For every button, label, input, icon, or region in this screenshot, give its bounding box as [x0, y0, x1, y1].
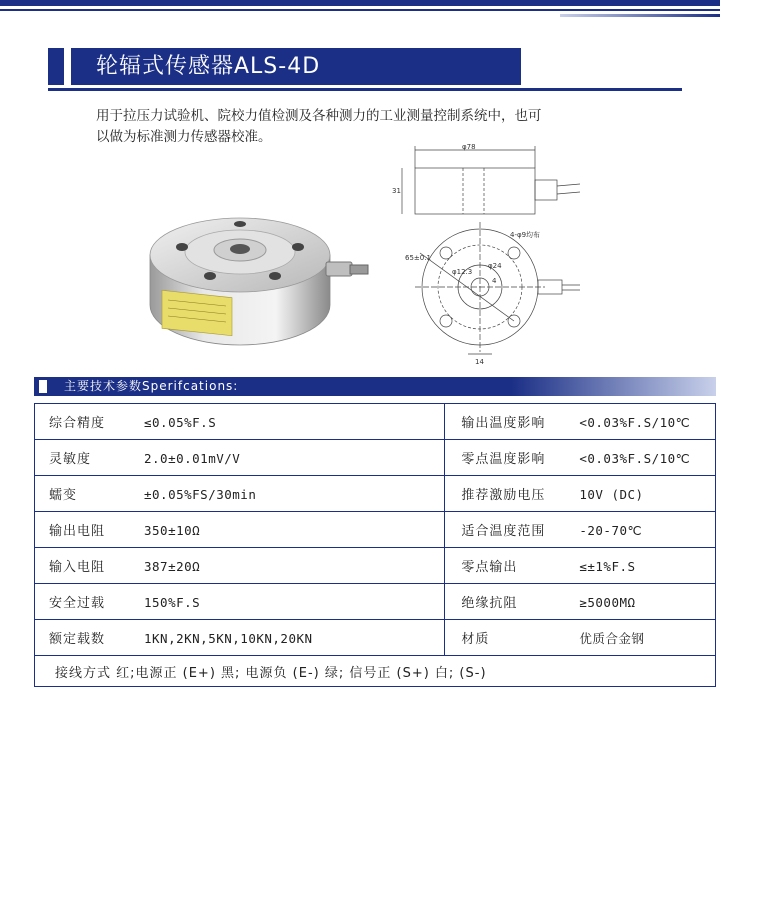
dim-label: 31	[392, 187, 401, 195]
spec-value: <0.03%F.S/10℃	[579, 415, 691, 430]
spec-value: 387±20Ω	[144, 559, 201, 574]
spec-cell-right	[445, 512, 716, 548]
spec-cell-left	[35, 476, 445, 512]
dim-label: 65±0.1	[405, 254, 431, 262]
spec-cell-right	[445, 548, 716, 584]
spec-label: 适合温度范围	[461, 524, 546, 539]
spec-label: 材质	[461, 632, 490, 647]
top-rule-gradient	[560, 14, 720, 17]
spec-label: 零点温度影响	[461, 452, 546, 467]
spec-cell-left	[35, 440, 445, 476]
spec-value: 350±10Ω	[144, 523, 201, 538]
spec-row	[35, 620, 716, 656]
spec-value: 150%F.S	[144, 595, 201, 610]
spec-value: ≤±1%F.S	[579, 559, 636, 574]
spec-value: <0.03%F.S/10℃	[579, 451, 691, 466]
spec-header-marker	[39, 380, 47, 393]
description-line: 以做为标准测力传感器校准。	[96, 129, 272, 145]
description-line: 用于拉压力试验机、院校力值检测及各种测力的工业测量控制系统中，也可	[96, 108, 542, 124]
title-box	[71, 48, 521, 85]
spec-label: 输出温度影响	[461, 416, 546, 431]
spec-value: ≤0.05%F.S	[144, 415, 217, 430]
product-photo	[140, 210, 380, 350]
spec-cell-left	[35, 620, 445, 656]
dim-label: 4	[492, 277, 497, 285]
page-title: 轮辐式传感器ALS-4D	[96, 54, 321, 79]
spec-cell-left	[35, 548, 445, 584]
top-rule-thin	[0, 9, 720, 11]
dim-label: φ78	[462, 143, 476, 151]
spec-row	[35, 548, 716, 584]
spec-row	[35, 476, 716, 512]
spec-header-title: 主要技术参数Sperifcations:	[64, 379, 239, 393]
spec-row	[35, 404, 716, 440]
spec-section-header	[34, 377, 716, 398]
spec-value: 2.0±0.01mV/V	[144, 451, 241, 466]
spec-cell-right	[445, 620, 716, 656]
spec-row	[35, 440, 716, 476]
spec-cell-left	[35, 512, 445, 548]
dim-label: 4-φ9均布	[510, 231, 541, 239]
dim-label: 14	[475, 358, 484, 366]
spec-value: 1KN,2KN,5KN,10KN,20KN	[144, 631, 313, 646]
spec-value: ±0.05%FS/30min	[144, 487, 257, 502]
spec-table	[34, 403, 716, 687]
spec-cell-right	[445, 404, 716, 440]
wiring-row: 接线方式 红;电源正 (E+) 黑; 电源负 (E-) 绿; 信号正 (S+) 白; (S-)	[35, 656, 716, 687]
title-banner	[48, 46, 682, 92]
spec-label: 零点输出	[461, 560, 518, 575]
spec-cell-right	[445, 584, 716, 620]
spec-value: 10V (DC)	[579, 487, 644, 502]
spec-label: 蠕变	[49, 488, 78, 503]
spec-cell-right	[445, 476, 716, 512]
spec-value: ≥5000MΩ	[579, 595, 636, 610]
spec-label: 输出电阻	[49, 524, 106, 539]
spec-cell-left	[35, 584, 445, 620]
spec-value: -20-70℃	[579, 523, 643, 538]
spec-label: 综合精度	[49, 416, 106, 431]
spec-label: 输入电阻	[49, 560, 106, 575]
spec-row	[35, 512, 716, 548]
title-underline	[48, 88, 682, 91]
spec-cell-right	[445, 440, 716, 476]
technical-drawing	[380, 140, 640, 370]
dim-label: φ12.3	[452, 268, 473, 276]
spec-label: 推荐激励电压	[461, 488, 546, 503]
dim-label: φ24	[488, 262, 502, 270]
spec-label: 绝缘抗阻	[461, 596, 518, 611]
spec-row	[35, 584, 716, 620]
title-accent-bar	[48, 48, 64, 85]
spec-value: 优质合金钢	[579, 631, 645, 646]
spec-cell-left	[35, 404, 445, 440]
spec-label: 灵敏度	[49, 452, 92, 467]
top-rule	[0, 0, 720, 6]
spec-label: 安全过载	[49, 596, 106, 611]
spec-label: 额定载数	[49, 632, 106, 647]
